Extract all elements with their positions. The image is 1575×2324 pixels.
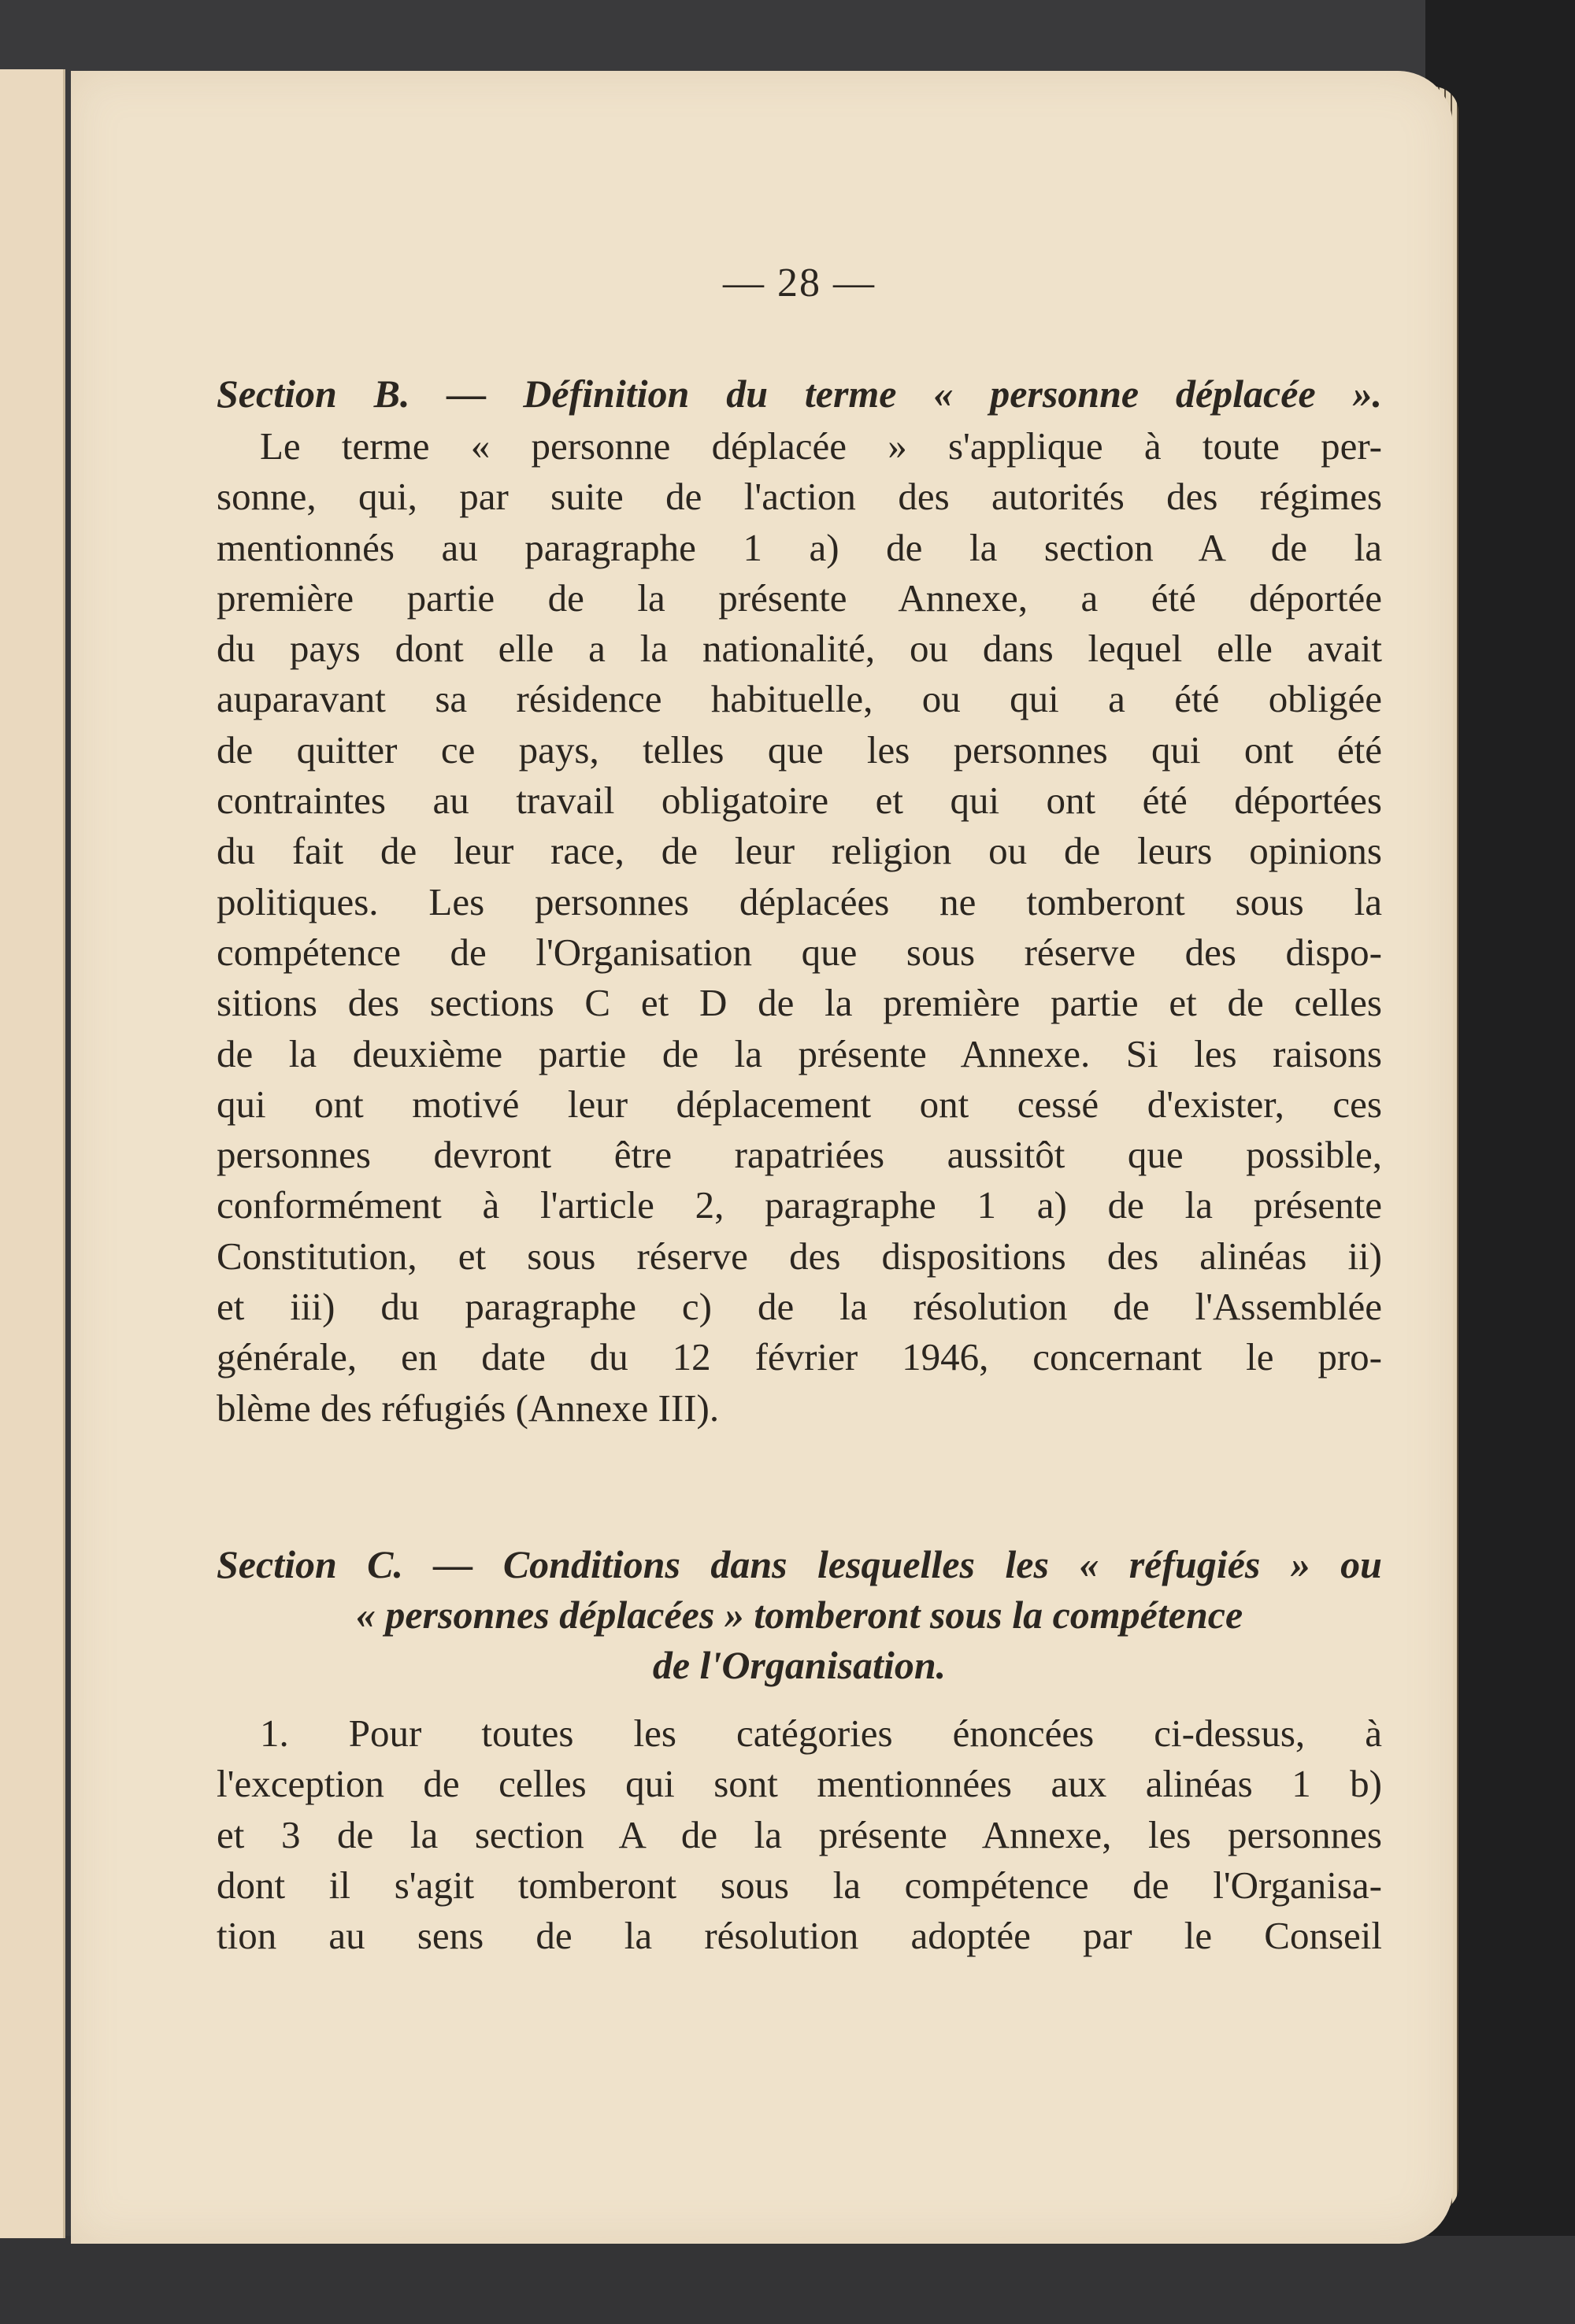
text-line: sitions des sections C et D de la première partie et de celles [217,981,1382,1025]
text-line: et iii) du paragraphe c) de la résolution de l'Assemblée [217,1285,1382,1329]
text-line: blème des réfugiés (Annexe III). [217,1386,720,1430]
book-page [71,71,1453,2244]
heading-line: Section C. — Conditions dans lesquelles les « réfugiés » ou [217,1542,1382,1586]
text-line: du pays dont elle a la nationalité, ou dans lequel elle avait [217,627,1382,671]
text-line: Constitution, et sous réserve des dispositions des alinéas ii) [217,1234,1382,1278]
text-line: compétence de l'Organisation que sous réserve des dispo- [217,930,1382,974]
text-line: Le terme « personne déplacée » s'applique à toute per- [260,424,1382,468]
facing-page-edge [0,69,65,2238]
heading-line: de l'Organisation. [652,1643,947,1687]
text-line: auparavant sa résidence habituelle, ou qui a été obligée [217,677,1382,721]
text-line: de la deuxième partie de la présente Annexe. Si les raisons [217,1031,1382,1075]
text-line: mentionnés au paragraphe 1 a) de la section A de la [217,525,1382,569]
text-line: dont il s'agit tomberont sous la compétence de l'Organisa- [217,1863,1382,1907]
text-line: personnes devront être rapatriées aussitôt que possible, [217,1133,1382,1177]
heading-line: « personnes déplacées » tomberont sous la compétence [355,1593,1243,1637]
text-line: contraintes au travail obligatoire et qui ont été déportées [217,779,1382,823]
section-c-heading [217,1539,1382,1690]
text-line: de quitter ce pays, telles que les personnes qui ont été [217,727,1382,772]
text-line: politiques. Les personnes déplacées ne tomberont sous la [217,879,1382,923]
text-line: du fait de leur race, de leur religion ou de leurs opinions [217,829,1382,873]
text-line: 1. Pour toutes les catégories énoncées ci-dessus, à [260,1712,1382,1755]
section-b-heading: Section B. — Définition du terme « personne déplacée ». [217,372,1382,416]
text-line: qui ont motivé leur déplacement ont cessé d'exister, ces [217,1082,1382,1126]
text-line: sonne, qui, par suite de l'action des autorités des régimes [217,475,1382,519]
page-number: — 28 — [723,261,876,305]
text-line: et 3 de la section A de la présente Annexe, les personnes [217,1812,1382,1856]
text-line: première partie de la présente Annexe, a été déportée [217,575,1382,620]
scan-background-bottom [0,2236,1575,2324]
text-line: l'exception de celles qui sont mentionnées aux alinéas 1 b) [217,1762,1382,1806]
text-line: tion au sens de la résolution adoptée par le Conseil [217,1914,1382,1958]
text-line: générale, en date du 12 février 1946, concernant le pro- [217,1335,1382,1379]
section-c-paragraph-1 [217,1708,1382,1961]
text-line: conformément à l'article 2, paragraphe 1 a) de la présente [217,1183,1382,1227]
section-b-paragraph [217,421,1382,1434]
